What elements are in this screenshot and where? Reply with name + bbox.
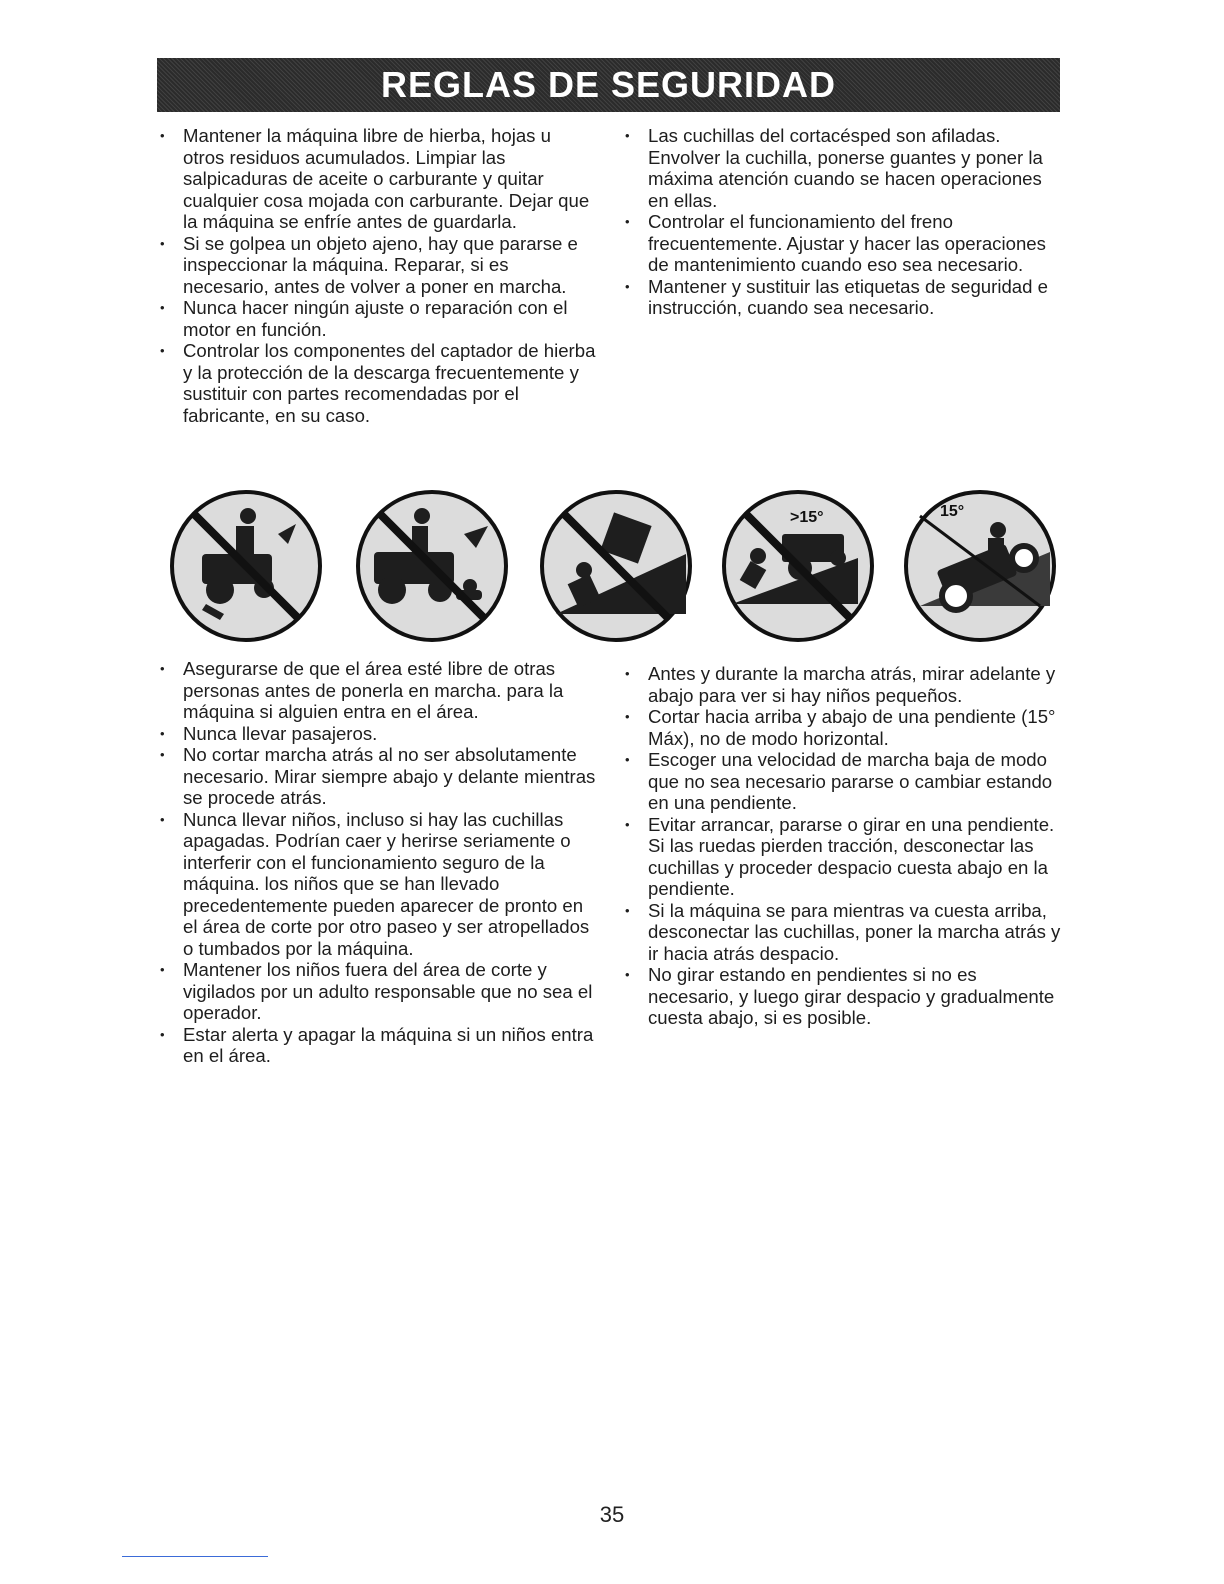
slope-warning-icon (900, 486, 1060, 646)
rule-item: • Antes y durante la marcha atrás, mirar adelante y abajo para ver si hay niños pequeños. (622, 663, 1062, 706)
no-steep-slope-rollover-icon (718, 486, 878, 646)
no-reverse-mowing-icon (166, 486, 326, 646)
rule-item: • Controlar los componentes del captador de hierba y la protección de la descarga frecuentemente y sustituir con partes recomendadas por el fabricante, en su caso. (157, 340, 597, 426)
rule-item: • Nunca llevar pasajeros. (157, 723, 597, 745)
rules-column-top-left (157, 125, 597, 426)
rule-item: • Cortar hacia arriba y abajo de una pendiente (15° Máx), no de modo horizontal. (622, 706, 1062, 749)
section-banner (157, 58, 1060, 112)
rule-item: • Escoger una velocidad de marcha baja de modo que no sea necesario pararse o cambiar estando en una pendiente. (622, 749, 1062, 814)
rule-item: • Mantener la máquina libre de hierba, hojas u otros residuos acumulados. Limpiar las salpicaduras de aceite o carburante y quitar cualquier cosa mojada con carburante. Dejar que la máquina se enfríe antes de guardarla. (157, 125, 597, 233)
rule-item: • Mantener los niños fuera del área de corte y vigilados por un adulto responsable que no sea el operador. (157, 959, 597, 1024)
rule-item: • Asegurarse de que el área esté libre de otras personas antes de ponerla en marcha. para la máquina si alguien entra en el área. (157, 658, 597, 723)
slope-angle-label: >15° (790, 509, 824, 526)
rule-item: • Mantener y sustituir las etiquetas de seguridad e instrucción, cuando sea necesario. (622, 276, 1062, 319)
rule-item: • Las cuchillas del cortacésped son afiladas. Envolver la cuchilla, ponerse guantes y poner la máxima atención cuando se hacen operaciones en ellas. (622, 125, 1062, 211)
rule-item: • Estar alerta y apagar la máquina si un niños entra en el área. (157, 1024, 597, 1067)
slope-angle-label: 15° (940, 503, 965, 520)
rules-column-top-right (622, 125, 1062, 319)
footer-divider (122, 1556, 268, 1557)
rule-item: • Controlar el funcionamiento del freno frecuentemente. Ajustar y hacer las operaciones de mantenimiento cuando eso sea necesario. (622, 211, 1062, 276)
page-title: REGLAS DE SEGURIDAD (380, 64, 837, 105)
no-children-near-mower-icon (352, 486, 512, 646)
rule-item: • No girar estando en pendientes si no es necesario, y luego girar despacio y gradualmente cuesta abajo, si es posible. (622, 964, 1062, 1029)
rule-item: • Si la máquina se para mientras va cuesta arriba, desconectar las cuchillas, poner la marcha atrás y ir hacia atrás despacio. (622, 900, 1062, 965)
rules-column-bottom-right (622, 663, 1062, 1029)
rule-item: • No cortar marcha atrás al no ser absolutamente necesario. Mirar siempre abajo y delante mientras se procede atrás. (157, 744, 597, 809)
rule-item: • Nunca llevar niños, incluso si hay las cuchillas apagadas. Podrían caer y herirse seriamente o interferir con el funcionamiento seguro de la máquina. los niños que se han llevado precedentemente pueden aparecer de pronto en el área de corte por otro paseo y ser atropellados o tumbados por la máquina. (157, 809, 597, 960)
rule-item: • Nunca hacer ningún ajuste o reparación con el motor en función. (157, 297, 597, 340)
page-number: 35 (599, 1502, 625, 1527)
rule-item: • Evitar arrancar, pararse o girar en una pendiente. Si las ruedas pierden tracción, desconectar las cuchillas y proceder despacio cuesta abajo en la pendiente. (622, 814, 1062, 900)
no-trailer-tipping-icon (536, 486, 696, 646)
rules-column-bottom-left (157, 658, 597, 1067)
rule-item: • Si se golpea un objeto ajeno, hay que pararse e inspeccionar la máquina. Reparar, si es necesario, antes de volver a poner en marcha. (157, 233, 597, 298)
